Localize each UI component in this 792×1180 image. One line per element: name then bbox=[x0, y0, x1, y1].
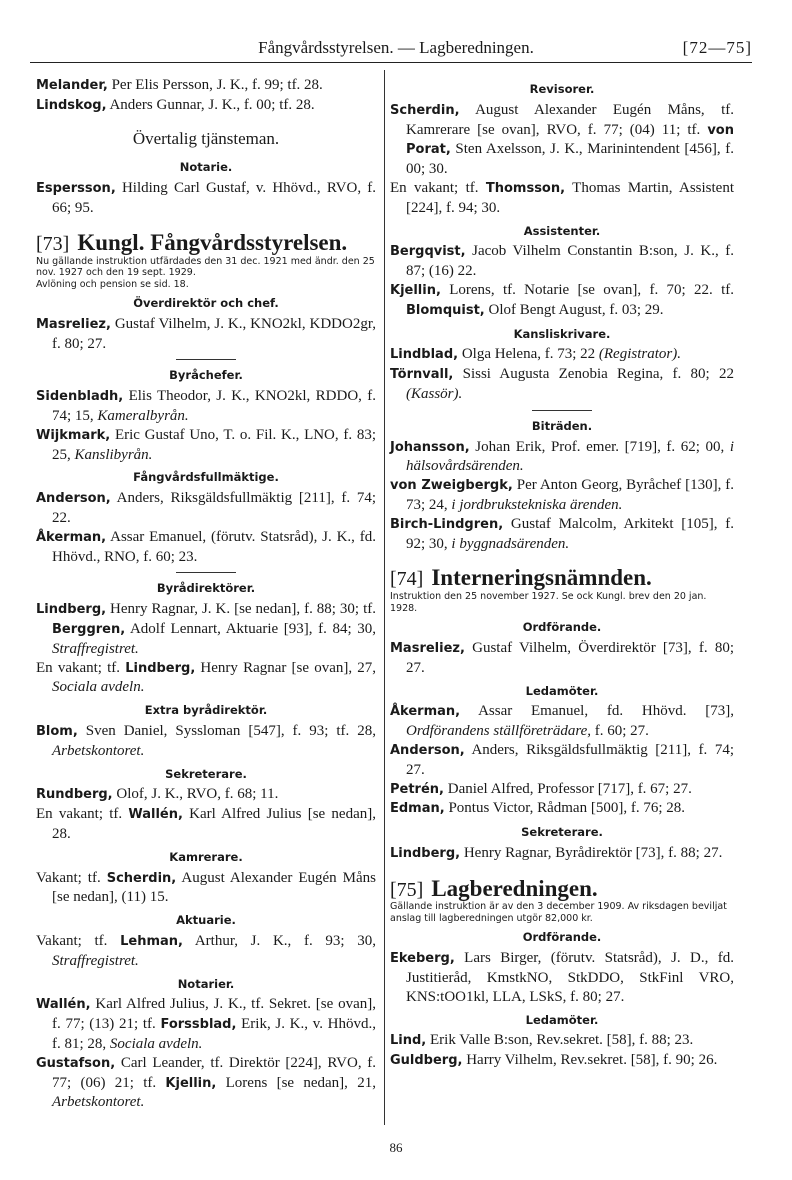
right-column bbox=[390, 76, 734, 1071]
section-74-note: Instruktion den 25 november 1927. Se ock Kungl. brev den 20 jan. 1928. bbox=[390, 591, 707, 614]
entry-johansson: Johansson, Johan Erik, Prof. emer. [719], f. 62; 00, i hälsovårdsärenden. bbox=[390, 438, 734, 475]
running-title: Fångvårdsstyrelsen. — Lagberedningen. bbox=[258, 38, 534, 57]
entry-vakant-wallen: En vakant; tf. Wallén, Karl Alfred Julius [se nedan], 28. bbox=[36, 806, 376, 842]
section-73-note: Nu gällande instruktion utfärdades den 31 dec. 1921 med ändr. den 25 nov. 1927 och den 19 sept. 1929. bbox=[36, 255, 375, 279]
entry-guldberg: Guldberg, Harry Vilhelm, Rev.sekret. [58], f. 90; 26. bbox=[390, 1052, 718, 1069]
entry-birch-lindgren: Birch-Lindgren, Gustaf Malcolm, Arkitekt [105], f. 92; 30, i byggnadsärenden. bbox=[390, 515, 734, 552]
entry-vakant-thomsson: En vakant; tf. Thomsson, Thomas Martin, Assistent [224], f. 94; 30. bbox=[390, 179, 734, 216]
left-column bbox=[36, 76, 376, 1112]
entry-rundberg: Rundberg, Olof, J. K., RVO, f. 68; 11. bbox=[36, 786, 279, 803]
entry-akerman-2: Åkerman, Assar Emanuel, fd. Hhövd. [73], Ordförandens ställföreträdare, f. 60; 27. bbox=[390, 703, 734, 740]
header-rule bbox=[30, 62, 752, 63]
entry-vakant-lehman: Vakant; tf. Lehman, Arthur, J. K., f. 93; 30, Straffregistret. bbox=[36, 932, 376, 969]
entry-espersson: Espersson, Hilding Carl Gustaf, v. Hhövd., RVO, f. 66; 95. bbox=[36, 180, 376, 216]
section-75-note: Gällande instruktion är av den 3 december 1909. Av riksdagen beviljat anslag till lagberedningen utgör 82,000 kr. bbox=[390, 901, 727, 924]
bitraden-heading: Biträden. bbox=[531, 418, 593, 433]
entry-akerman: Åkerman, Assar Emanuel, (förutv. Statsråd), J. K., fd. Hhövd., RNO, f. 60; 23. bbox=[36, 528, 376, 565]
column-divider bbox=[384, 70, 385, 1125]
entry-wallen: Wallén, Karl Alfred Julius, J. K., tf. Sekret. [se ovan], f. 77; (13) 21; tf. Forssblad, Erik, J. K., v. Hhövd., f. 81; 28, Sociala avdeln. bbox=[36, 996, 377, 1052]
entry-ekeberg: Ekeberg, Lars Birger, (förutv. Statsråd), J. D., fd. Justitieråd, KmstkNO, StkDDO, StkFinl VRO, KNS:tOO1kl, LLA, LSkS, f. 80; 27. bbox=[390, 950, 734, 1005]
entry-anderson: Anderson, Anders, Riksgäldsfullmäktig [211], f. 74; 22. bbox=[36, 490, 376, 527]
entry-lind: Lind, Erik Valle B:son, Rev.sekret. [58], f. 88; 23. bbox=[390, 1032, 694, 1049]
entry-lindberg: Lindberg, Henry Ragnar, J. K. [se nedan], f. 88; 30; tf. Berggren, Adolf Lennart, Aktuarie [93], f. 84; 30, Straffregistret. bbox=[36, 601, 376, 657]
revisorer-heading: Revisorer. bbox=[529, 82, 595, 96]
overtalig-heading: Övertalig tjänsteman. bbox=[132, 128, 280, 148]
entry-scherdin: Scherdin, August Alexander Eugén Måns, tf. Kamrerare [se ovan], RVO, f. 77; (04) 11; tf. von Porat, Sten Axelsson, J. K., Marinintendent [456], f. 00; 30. bbox=[390, 101, 734, 178]
ledamoter-heading: Ledamöter. bbox=[525, 683, 599, 698]
entry-masreliez: Masreliez, Gustaf Vilhelm, J. K., KNO2kl, KDDO2gr, f. 80; 27. bbox=[36, 315, 376, 352]
page-header bbox=[40, 38, 752, 64]
entry-tornvall: Törnvall, Sissi Augusta Zenobia Regina, f. 80; 22 (Kassör). bbox=[390, 366, 734, 402]
section-74-title: [74] Interneringsnämnden. bbox=[390, 565, 652, 591]
extra-byradirektor-heading: Extra byrådirektör. bbox=[144, 703, 268, 718]
entry-edman: Edman, Pontus Victor, Rådman [500], f. 76; 28. bbox=[390, 800, 685, 817]
entry-masreliez-2: Masreliez, Gustaf Vilhelm, Överdirektör [73], f. 80; 27. bbox=[390, 639, 734, 676]
notarie-heading: Notarie. bbox=[179, 160, 233, 175]
ledamoter-heading-2: Ledamöter. bbox=[525, 1012, 599, 1027]
fangvardsfullmaktige-heading: Fångvårdsfullmäktige. bbox=[133, 470, 279, 485]
kansliskrivare-heading: Kansliskrivare. bbox=[513, 326, 611, 341]
entry-sidenbladh: Sidenbladh, Elis Theodor, J. K., KNO2kl, RDDO, f. 74; 15, Kameralbyrån. bbox=[36, 388, 376, 425]
section-73-pension-note: Avlöning och pension se sid. 18. bbox=[36, 278, 189, 290]
sekreterare-heading-2: Sekreterare. bbox=[521, 825, 603, 840]
sekreterare-heading: Sekreterare. bbox=[165, 766, 247, 781]
aktuarie-heading: Aktuarie. bbox=[176, 913, 236, 928]
short-rule bbox=[176, 359, 236, 360]
byradirektorer-heading: Byrådirektörer. bbox=[156, 581, 256, 596]
section-75-title: [75] Lagberedningen. bbox=[390, 875, 598, 901]
short-rule bbox=[532, 410, 592, 411]
entry-kjellin: Kjellin, Lorens, tf. Notarie [se ovan], f. 70; 22. tf. Blomquist, Olof Bengt August, f. 03; 29. bbox=[390, 281, 734, 318]
assistenter-heading: Assistenter. bbox=[523, 223, 601, 238]
ordforande-heading: Ordförande. bbox=[522, 620, 602, 635]
page-number: 86 bbox=[389, 1140, 403, 1155]
entry-vakant-scherdin: Vakant; tf. Scherdin, August Alexander Eugén Måns [se nedan], (11) 15. bbox=[36, 869, 376, 906]
entry-vakant-lindberg: En vakant; tf. Lindberg, Henry Ragnar [se ovan], 27, Sociala avdeln. bbox=[36, 659, 376, 696]
ordforande-heading-2: Ordförande. bbox=[522, 930, 602, 945]
entry-petren: Petrén, Daniel Alfred, Professor [717], f. 67; 27. bbox=[390, 780, 692, 797]
entry-zweigbergk: von Zweigbergk, Per Anton Georg, Byråchef [130], f. 73; 24, i jordbrukstekniska ärenden. bbox=[390, 477, 734, 513]
entry-gustafson: Gustafson, Carl Leander, tf. Direktör [224], RVO, f. 77; (06) 21; tf. Kjellin, Lorens [se nedan], 21, Arbetskontoret. bbox=[36, 1054, 376, 1111]
entry-anderson-2: Anderson, Anders, Riksgäldsfullmäktig [211], f. 74; 27. bbox=[390, 741, 734, 778]
short-rule bbox=[176, 572, 236, 573]
entry-bergqvist: Bergqvist, Jacob Vilhelm Constantin B:son, J. K., f. 87; (16) 22. bbox=[390, 243, 734, 280]
overdirektor-heading: Överdirektör och chef. bbox=[133, 296, 279, 311]
byrachefer-heading: Byråchefer. bbox=[169, 368, 243, 383]
entry-lindberg-2: Lindberg, Henry Ragnar, Byrådirektör [73], f. 88; 27. bbox=[390, 844, 723, 861]
kamrerare-heading: Kamrerare. bbox=[169, 849, 243, 864]
entry-lindblad: Lindblad, Olga Helena, f. 73; 22 (Registrator). bbox=[390, 346, 681, 363]
notarier-heading: Notarier. bbox=[177, 976, 235, 991]
section-73-title: [73] Kungl. Fångvårdsstyrelsen. bbox=[36, 229, 348, 255]
entry-wijkmark: Wijkmark, Eric Gustaf Uno, T. o. Fil. K., LNO, f. 83; 25, Kanslibyrån. bbox=[36, 426, 376, 463]
entry-blom: Blom, Sven Daniel, Syssloman [547], f. 93; tf. 28, Arbetskontoret. bbox=[36, 723, 376, 759]
entry-melander: Melander, Per Elis Persson, J. K., f. 99; tf. 28. bbox=[36, 77, 323, 93]
entry-lindskog: Lindskog, Anders Gunnar, J. K., f. 00; tf. 28. bbox=[36, 96, 315, 113]
page-range: [72—75] bbox=[682, 38, 752, 57]
